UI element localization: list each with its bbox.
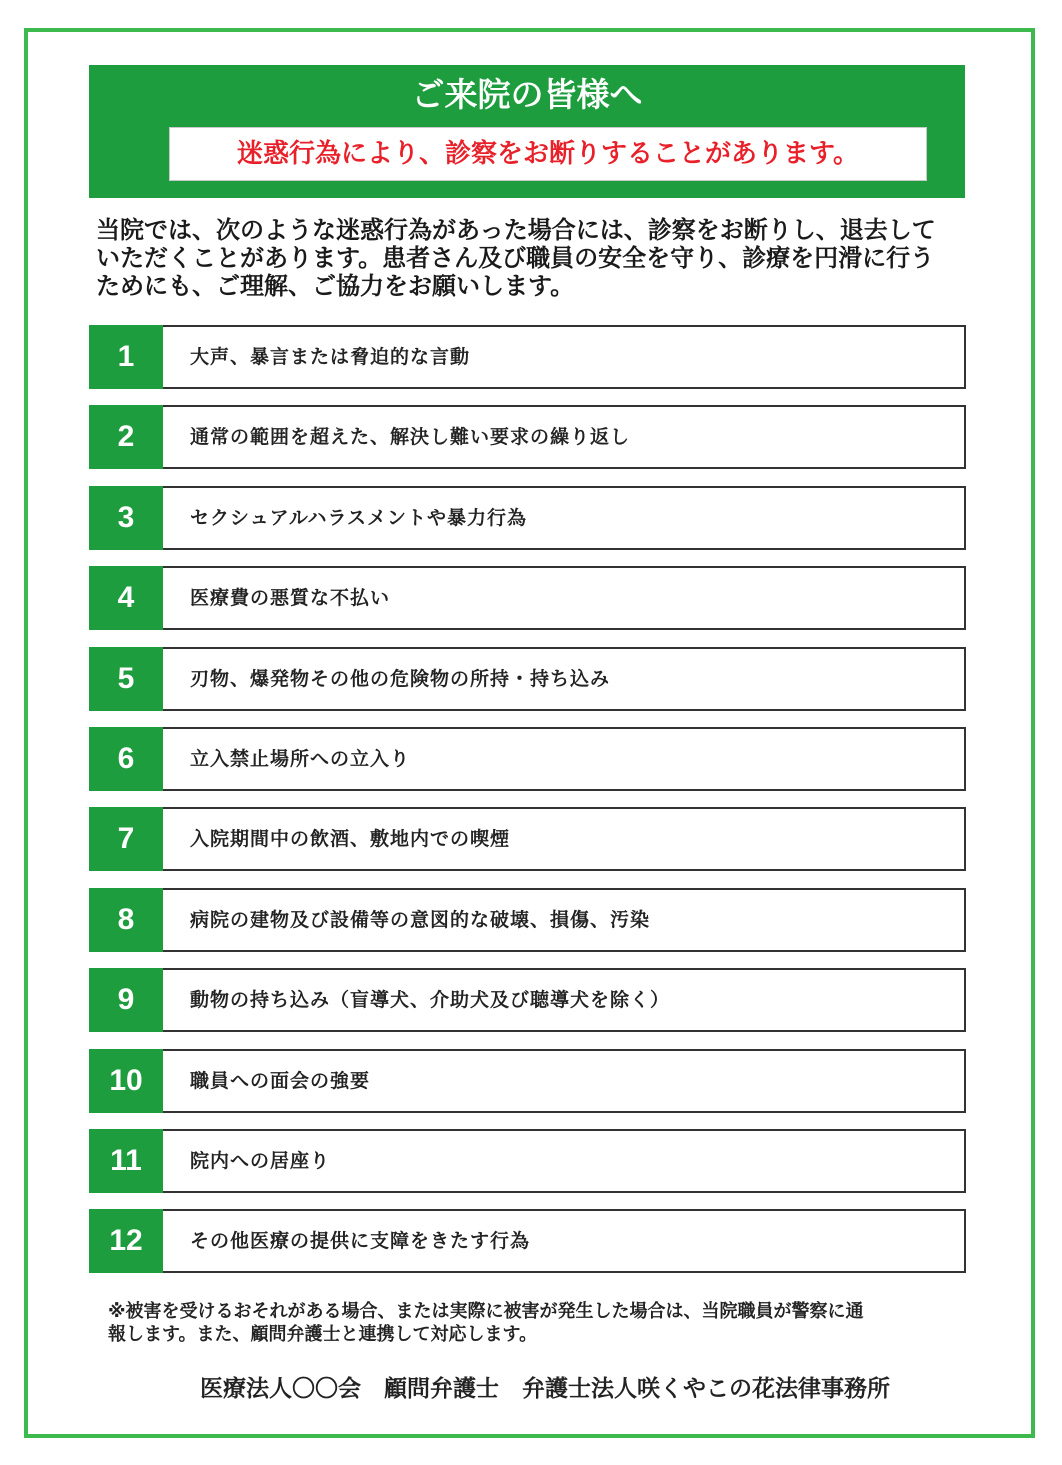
intro-line: 当院では、次のような迷惑行為があった場合には、診察をお断りし、退去して — [96, 216, 936, 244]
list-item — [89, 405, 966, 469]
item-text: 通常の範囲を超えた、解決し難い要求の繰り返し — [190, 426, 631, 449]
item-text: 立入禁止場所への立入り — [190, 748, 411, 770]
item-number: 8 — [89, 888, 163, 952]
item-text: 動物の持ち込み（盲導犬、介助犬及び聴導犬を除く） — [190, 989, 671, 1012]
item-number: 7 — [89, 807, 163, 871]
list-item — [89, 325, 966, 389]
item-number: 12 — [89, 1209, 163, 1273]
item-number: 2 — [89, 405, 163, 469]
page-title: ご来院の皆様へ — [411, 75, 643, 114]
intro-line: ためにも、ご理解、ご協力をお願いします。 — [96, 272, 575, 300]
footer-signature: 医療法人〇〇会 顧問弁護士 弁護士法人咲くやこの花法律事務所 — [200, 1376, 890, 1402]
list-item — [89, 968, 966, 1032]
list-item — [89, 1129, 966, 1193]
intro-line: いただくことがあります。患者さん及び職員の安全を守り、診療を円滑に行う — [96, 244, 935, 272]
item-text: 刃物、爆発物その他の危険物の所持・持ち込み — [190, 667, 611, 690]
item-number: 11 — [89, 1129, 163, 1193]
item-text: 大声、暴言または脅迫的な言動 — [190, 346, 471, 368]
item-text: その他医療の提供に支障をきたす行為 — [190, 1230, 531, 1253]
list-item — [89, 1049, 966, 1113]
item-text: 院内への居座り — [190, 1150, 331, 1172]
header-banner — [89, 65, 965, 198]
footnote-line: 報します。また、顧問弁護士と連携して対応します。 — [108, 1324, 538, 1345]
footnote-line: ※被害を受けるおそれがある場合、または実際に被害が発生した場合は、当院職員が警察に通 — [108, 1301, 864, 1322]
page-subtitle: 迷惑行為により、診察をお断りすることがあります。 — [237, 139, 859, 169]
list-item — [89, 486, 966, 550]
item-number: 3 — [89, 486, 163, 550]
list-item — [89, 888, 966, 952]
list-item — [89, 566, 966, 630]
item-text: 病院の建物及び設備等の意図的な破壊、損傷、汚染 — [190, 908, 651, 931]
footnote — [108, 1300, 948, 1346]
item-number: 5 — [89, 647, 163, 711]
item-number: 4 — [89, 566, 163, 630]
item-text: 医療費の悪質な不払い — [190, 587, 391, 610]
subtitle-box — [169, 127, 927, 181]
list-item — [89, 807, 966, 871]
list-item — [89, 1209, 966, 1273]
intro-paragraph — [96, 216, 966, 300]
item-number: 10 — [89, 1049, 163, 1113]
item-number: 9 — [89, 968, 163, 1032]
item-text: 入院期間中の飲酒、敷地内での喫煙 — [190, 828, 511, 851]
item-text: 職員への面会の強要 — [190, 1069, 371, 1092]
list-item — [89, 727, 966, 791]
item-number: 6 — [89, 727, 163, 791]
item-number: 1 — [89, 325, 163, 389]
list-item — [89, 647, 966, 711]
item-text: セクシュアルハラスメントや暴力行為 — [190, 506, 527, 529]
